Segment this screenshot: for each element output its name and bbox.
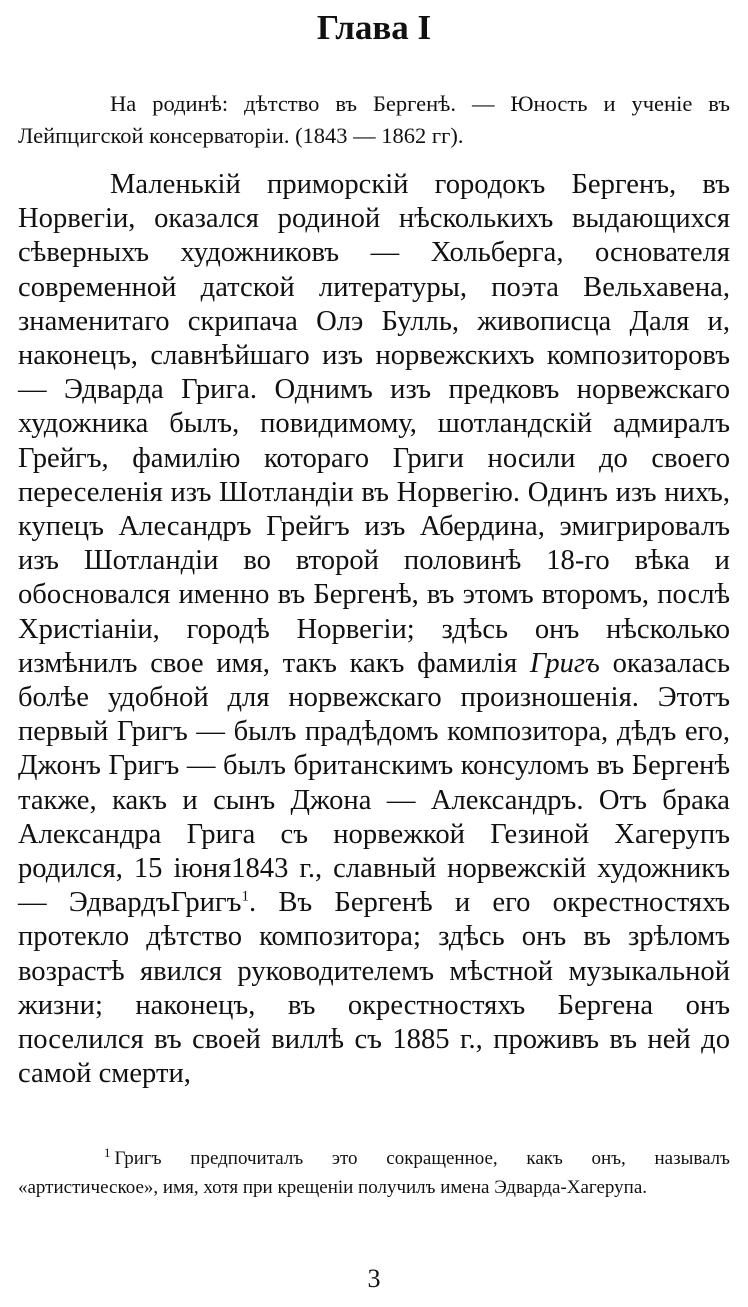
body-text-part-2: оказалась болѣе удобной для норвежскаго произношенія. Этотъ первый Григъ — былъ прадѣдомъ композитора, дѣдъ его, Джонъ Григъ — былъ британскимъ консуломъ въ Бергенѣ также, какъ и сынъ Джона — Александръ. Отъ брака Александра Грига съ норвежкой Гезиной Хагерупъ родился, 15 іюня1843 г., славный норвежскій художникъ — ЭдвардъГригъ (18, 647, 731, 919)
footnote-reference[interactable]: 1 (241, 888, 249, 905)
chapter-summary: На родинѣ: дѣтство въ Бергенѣ. — Юность и ученіе въ Лейпцигской консерваторіи. (1843 — 1862 гг). (18, 91, 730, 148)
body-text-part-1: Маленькій приморскій городокъ Бергенъ, въ Норвегіи, оказался родиной нѣсколькихъ выдающихся сѣверныхъ художниковъ — Хольберга, основателя современной датской литературы, поэта Вельхавена, знаменитаго скрипача Олэ Булль, живописца Даля и, наконецъ, славнѣйшаго изъ норвежскихъ композиторовъ — Эдварда Грига. Однимъ изъ предковъ норвежскаго художника былъ, повидимому, шотландскій адмиралъ Грейгъ, фамилію котораго Григи носили до своего переселенія изъ Шотландіи въ Норвегію. Одинъ изъ нихъ, купецъ Алесандръ Грейгъ изъ Абердина, эмигрировалъ изъ Шотландіи во второй половинѣ 18-го вѣка и обосновался именно въ Бергенѣ, въ этомъ второмъ, послѣ Христіаніи, городѣ Норвегіи; здѣсь онъ нѣсколько измѣнилъ свое имя, такъ какъ фамилія (18, 169, 730, 679)
body-text-part-3: . Въ Бергенѣ и его окрестностяхъ протекло дѣтство композитора; здѣсь онъ въ зрѣломъ возрастѣ явился руководителемъ мѣстной музыкальной жизни; наконецъ, въ окрестностяхъ Бергена онъ поселился въ своей виллѣ съ 1885 г., проживъ въ ней до самой смерти, (18, 887, 730, 1090)
footnote (18, 1144, 730, 1202)
book-page (18, 0, 730, 1307)
chapter-title: Глава I (316, 8, 432, 47)
italic-surname: Григъ (529, 647, 600, 679)
footnote-marker: 1 (104, 1144, 111, 1160)
footnote-text: Григъ предпочиталъ это сокращенное, какъ онъ, называлъ «артистическое», имя, хотя при крещеніи получилъ имена Эдварда-Хагерупа. (18, 1148, 730, 1198)
page-number: 3 (367, 1264, 381, 1293)
body-paragraph (18, 168, 730, 1091)
